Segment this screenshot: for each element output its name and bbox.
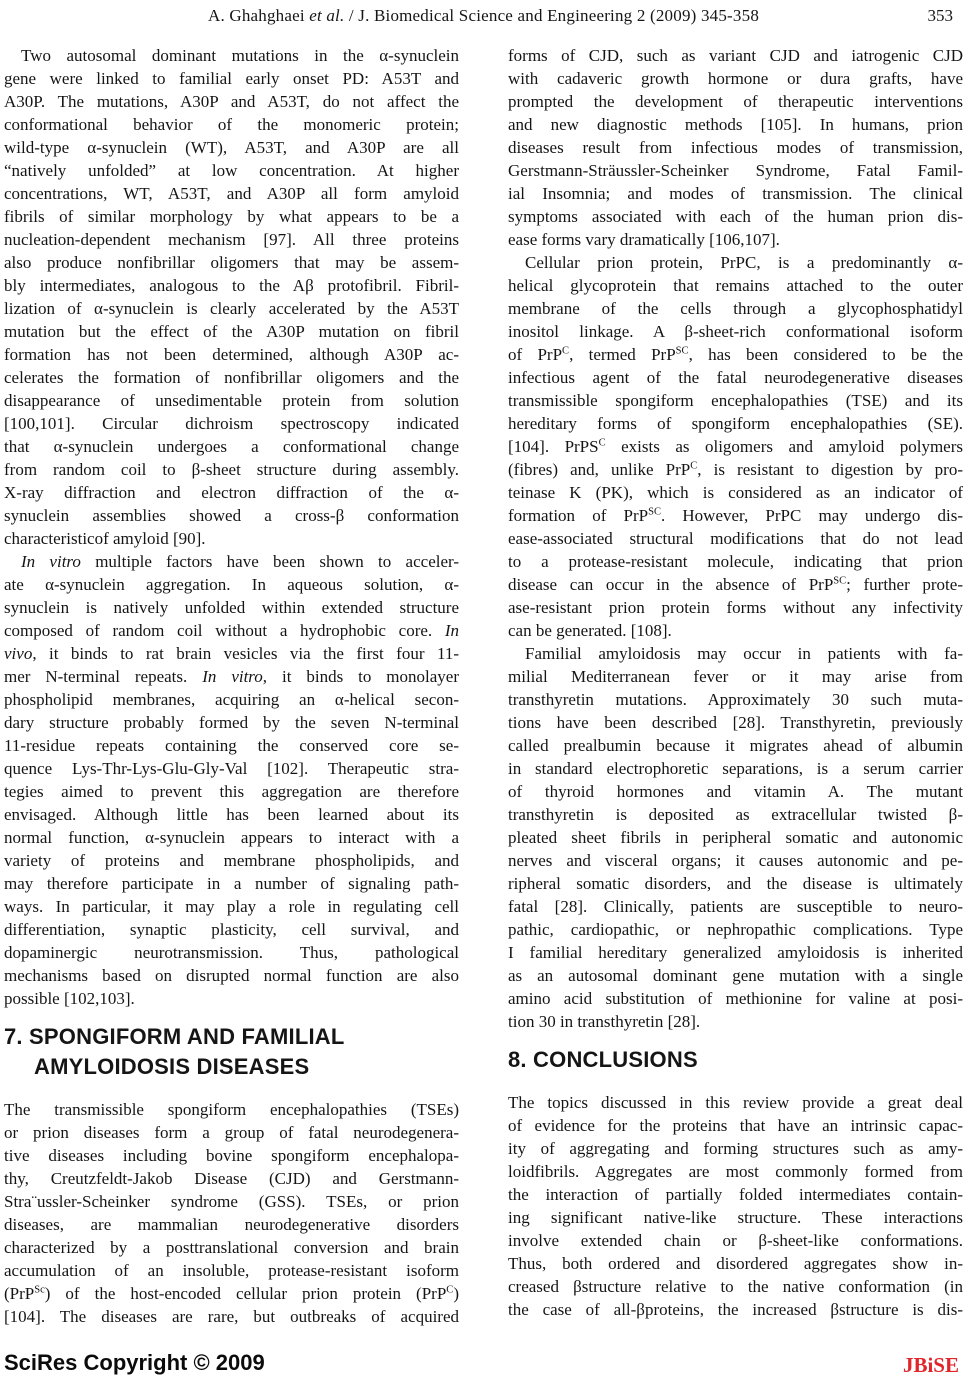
text-line: Cellular prion protein, PrPC, is a predominantly α- [525,253,963,272]
text-line: accumulation of an insoluble, protease-resistant isoform [4,1261,459,1280]
text-line: 7. SPONGIFORM AND FAMILIAL [4,1024,345,1049]
text-line: involve extended chain or β-sheet-like conformations. [508,1231,963,1250]
right-column [508,44,963,1328]
text-line: of thyroid hormones and vitamin A. The mutant [508,782,963,801]
text-line: characteristicof amyloid [90]. [4,529,206,548]
text-line: tive diseases including bovine spongiform encephalopa- [4,1146,459,1165]
text-line: the case of all-βproteins, the increased βstructure is dis- [508,1300,963,1319]
text-line: synuclein is natively unfolded within extended structure [4,598,459,617]
text-line: (PrP$^{Sc}$) of the host-encoded cellular prion protein (PrP$^C$) [4,1284,459,1303]
text-line: pleated sheet fibrils in peripheral somatic and autonomic [508,828,963,847]
text-line: forms of CJD, such as variant CJD and iatrogenic CJD [508,46,963,65]
left-column [4,44,459,1328]
text-line: conformational behavior of the monomeric protein; [4,115,459,134]
text-line: called prealbumin because it migrates ahead of albumin [508,736,963,755]
text-line: fibrils of similar morphology by what appears to be a [4,207,459,226]
text-line: as an autosomal dominant gene mutation with a single [508,966,963,985]
text-line: differentiation, synaptic plasticity, cell survival, and [4,920,459,939]
text-line: infectious agent of the fatal neurodegenerative diseases [508,368,963,387]
copyright-notice: SciRes Copyright © 2009 [4,1350,265,1375]
text-line: amino acid substitution of methionine for valine at posi- [508,989,963,1008]
text-line: AMYLOIDOSIS DISEASES [34,1054,310,1079]
text-line: milial Mediterranean fever or it may arise from [508,667,963,686]
text-line: diseases, are mammalian neurodegenerative disorders [4,1215,459,1234]
text-line: ripheral somatic disorders, and the disease is ultimately [508,874,963,893]
text-line: that α-synuclein undergoes a conformational change [4,437,459,456]
page-header [0,6,967,30]
two-column-body [4,44,963,1328]
text-line: can be generated. [108]. [508,621,672,640]
text-line: may therefore participate in a number of signaling path- [4,874,459,893]
text-line: ways. In particular, it may play a role in regulating cell [4,897,459,916]
text-line: ease-associated structural modifications that do not lead [508,529,963,548]
text-line: wild-type α-synuclein (WT), A53T, and A30P are all [4,138,459,157]
text-line: In vitro multiple factors have been shown to acceler- [21,552,459,571]
text-line: helical glycoprotein that remains attached to the outer [508,276,963,295]
text-line: symptoms associated with each of the human prion dis- [508,207,963,226]
text-line: with cadaveric growth hormone or dura grafts, have [508,69,963,88]
text-line: tions have been described [28]. Transthyretin, previously [508,713,963,732]
text-line: transmissible spongiform encephalopathies (TSE) and its [508,391,963,410]
text-line: [104]. PrPS$^C$ exists as oligomers and amyloid polymers [508,437,963,456]
text-line: vivo, it binds to rat brain vesicles via the first four 11- [4,644,459,663]
text-line: characterized by a posttranslational conversion and brain [4,1238,459,1257]
text-line: phospholipid membranes, acquiring an α-helical secon- [4,690,459,709]
text-line: transthyretin mutations. Approximately 30 such muta- [508,690,963,709]
text-line: quence Lys-Thr-Lys-Glu-Gly-Val [102]. Therapeutic stra- [4,759,459,778]
text-line: teinase K (PK), which is considered as an indicator of [508,483,963,502]
text-line: prompted the development of therapeutic interventions [508,92,963,111]
text-line: transthyretin is deposited as extracellular twisted β- [508,805,963,824]
text-line: ial Insomnia; and modes of transmission. The clinical [508,184,963,203]
text-line: loidfibrils. Aggregates are most commonly formed from [508,1162,963,1181]
text-line: ease forms vary dramatically [106,107]. [508,230,780,249]
text-line: Thus, both ordered and disordered aggregates show in- [508,1254,963,1273]
text-line: [100,101]. Circular dichroism spectroscopy indicated [4,414,459,433]
text-line: I familial hereditary generalized amyloidosis is inherited [508,943,963,962]
text-line: normal function, α-synuclein appears to interact with a [4,828,459,847]
text-line: inositol linkage. A β-sheet-rich conformational isoform [508,322,963,341]
text-line: tion 30 in transthyretin [28]. [508,1012,701,1031]
text-line: lization of α-synuclein is clearly accelerated by the A53T [4,299,459,318]
text-line: gene were linked to familial early onset PD: A53T and [4,69,459,88]
text-line: concentrations, WT, A53T, and A30P all form amyloid [4,184,459,203]
text-line: nucleation-dependent mechanism [97]. All three proteins [4,230,459,249]
text-line: formation has not been determined, although A30P ac- [4,345,459,364]
text-line: formation of PrP$^{SC}$. However, PrPC may undergo dis- [508,506,963,525]
text-line: of PrP$^C$, termed PrP$^{SC}$, has been considered to be the [508,345,963,364]
text-line: dopaminergic neurotransmission. Thus, pathological [4,943,459,962]
text-line: thy, Creutzfeldt-Jakob Disease (CJD) and Gerstmann- [4,1169,459,1188]
text-line: A30P. The mutations, A30P and A53T, do not affect the [4,92,459,111]
text-line: Two autosomal dominant mutations in the α-synuclein [21,46,459,65]
text-line: variety of proteins and membrane phospholipids, and [4,851,459,870]
text-line: ate α-synuclein aggregation. In aqueous solution, α- [4,575,459,594]
text-line: Familial amyloidosis may occur in patients with fa- [525,644,963,663]
text-line: dary structure probably formed by the seven N-terminal [4,713,459,732]
text-line: possible [102,103]. [4,989,135,1008]
text-line: 8. CONCLUSIONS [508,1047,698,1072]
text-line: nerves and visceral organs; it causes autonomic and pe- [508,851,963,870]
text-line: “natively unfolded” at low concentration. At higher [4,161,459,180]
text-line: tegies aimed to prevent this aggregation are therefore [4,782,459,801]
text-line: X-ray diffraction and electron diffraction of the α- [4,483,459,502]
text-line: bly intermediates, analogous to the Aβ protofibril. Fibril- [4,276,459,295]
text-line: mer N-terminal repeats. In vitro, it binds to monolayer [4,667,459,686]
text-line: Stra¨ussler-Scheinker syndrome (GSS). TSEs, or prion [4,1192,459,1211]
text-line: [104]. The diseases are rare, but outbreaks of acquired [4,1307,459,1326]
text-line: celerates the formation of nonfibrillar oligomers and the [4,368,459,387]
text-line: from random coil to β-sheet structure during assembly. [4,460,459,479]
text-line: mechanisms based on disrupted normal function are also [4,966,459,985]
text-line: pathic, cardiopathic, or nephropathic complications. Type [508,920,963,939]
text-line: The transmissible spongiform encephalopathies (TSEs) [4,1100,459,1119]
text-line: composed of random coil without a hydrophobic core. In [4,621,459,640]
text-line: creased βstructure relative to the native conformation (in [508,1277,963,1296]
text-line: also produce nonfibrillar oligomers that may be assem- [4,253,459,272]
text-line: membrane of the cells through a glycophosphatidyl [508,299,963,318]
text-line: hereditary forms of spongiform encephalopathies (SE). [508,414,963,433]
text-line: fatal [28]. Clinically, patients are susceptible to neuro- [508,897,963,916]
text-line: ity of aggregating and forming structures such as amy- [508,1139,963,1158]
page-footer [4,1350,959,1380]
text-line: The topics discussed in this review provide a great deal [508,1093,963,1112]
text-line: ase-resistant prion protein forms without any infectivity [508,598,963,617]
journal-logo: JBiSE [902,1353,959,1377]
text-line: 11-residue repeats containing the conserved core se- [4,736,459,755]
page-number: 353 [927,6,953,25]
text-line: in standard electrophoretic separations, is a serum carrier [508,759,963,778]
text-line: ing significant native-like structure. These interactions [508,1208,963,1227]
text-line: the interaction of partially folded intermediates contain- [508,1185,963,1204]
text-line: diseases result from infectious modes of transmission, [508,138,963,157]
text-line: disease can occur in the absence of PrP$^{SC}$; further prote- [508,575,963,594]
text-line: synuclein assemblies showed a cross-β conformation [4,506,459,525]
text-line: Gerstmann-Sträussler-Scheinker Syndrome, Fatal Famil- [508,161,963,180]
text-line: to a protease-resistant molecule, indicating that prion [508,552,963,571]
text-line: or prion diseases form a group of fatal neurodegenera- [4,1123,459,1142]
running-head: A. Ghahghaei et al. / J. Biomedical Science and Engineering 2 (2009) 345-358 [207,6,760,25]
text-line: of evidence for the proteins that have an intrinsic capac- [508,1116,963,1135]
text-line: envisaged. Although little has been learned about its [4,805,459,824]
text-line: disappearance of unsedimentable protein from solution [4,391,459,410]
text-line: and new diagnostic methods [105]. In humans, prion [508,115,963,134]
text-line: (fibres) and, unlike PrP$^C$, is resistant to digestion by pro- [508,460,963,479]
text-line: mutation but the effect of the A30P mutation on fibril [4,322,459,341]
